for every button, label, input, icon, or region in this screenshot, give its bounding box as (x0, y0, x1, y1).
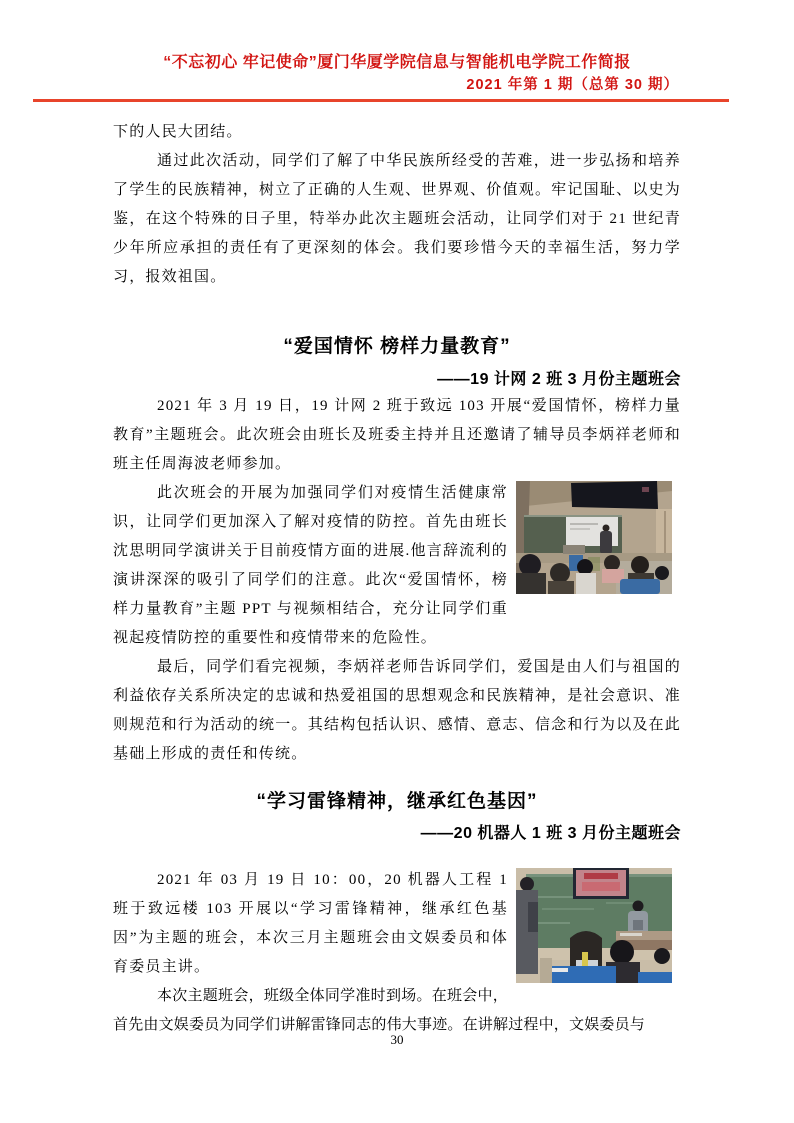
paragraph-text: 2021 年 03 月 19 日 10：00，20 机器人工程 1 班于致远楼 103 开展以“学习雷锋精神，继承红色基因”为主题的班会，本次三月主题班会由文娱委员和体育委员主讲。 (113, 872, 508, 975)
section1-title: “爱国情怀 榜样力量教育” (283, 336, 511, 357)
paragraph-text: 此次班会的开展为加强同学们对疫情生活健康常识，让同学们更加深入了解对疫情的防控。首先由班长沈思明同学演讲关于目前疫情方面的进展.他言辞流利的演讲深深的吸引了同学们的注意。此次“爱国情怀，榜样力量教育”主题 PPT 与视频相结合，充分让同学们重视起疫情防控的重要性和疫情带来的危险性。 (113, 485, 508, 646)
paragraph (113, 479, 681, 653)
classroom-photo-1 (516, 481, 672, 594)
issue-line: 2021 年第 1 期（总第 30 期） (466, 77, 679, 93)
paragraph: 通过此次活动，同学们了解了中华民族所经受的苦难，进一步弘扬和培养了学生的民族精神，树立了正确的人生观、世界观、价值观。牢记国耻、以史为鉴，在这个特殊的日子里，特举办此次主题班会活动，让同学们对于 21 世纪青少年所应承担的责任有了更深刻的体会。我们要珍惜今天的幸福生活，努力学习，报效祖国。 (113, 153, 681, 285)
section2-title: “学习雷锋精神，继承红色基因” (256, 791, 538, 812)
paragraph: 本次主题班会，班级全体同学准时到场。在班会中，首先由文娱委员为同学们讲解雷锋同志的伟大事迹。在讲解过程中，文娱委员与 (113, 988, 646, 1033)
page-number: 30 (390, 1032, 404, 1047)
paragraph-continuation: 下的人民大团结。 (113, 124, 243, 140)
classroom-photo-2 (516, 868, 672, 983)
page-body (113, 102, 681, 1040)
paragraph: 2021 年 3 月 19 日，19 计网 2 班于致远 103 开展“爱国情怀，榜样力量教育”主题班会。此次班会由班长及班委主持并且还邀请了辅导员李炳祥老师和班主任周海波老师参加。 (113, 398, 681, 472)
bulletin-title: “不忘初心 牢记使命”厦门华厦学院信息与智能机电学院工作简报 (163, 54, 631, 71)
paragraph (113, 866, 681, 982)
section2-subtitle: ——20 机器人 1 班 3 月份主题班会 (420, 825, 681, 842)
bulletin-header (113, 0, 681, 95)
section1-subtitle: ——19 计网 2 班 3 月份主题班会 (437, 371, 681, 388)
paragraph: 最后，同学们看完视频，李炳祥老师告诉同学们，爱国是由人们与祖国的利益依存关系所决定的忠诚和热爱祖国的思想观念和民族精神，是社会意识、准则规范和行为活动的统一。其结构包括认识、感情、意志、信念和行为以及在此基础上形成的责任和传统。 (113, 659, 681, 762)
